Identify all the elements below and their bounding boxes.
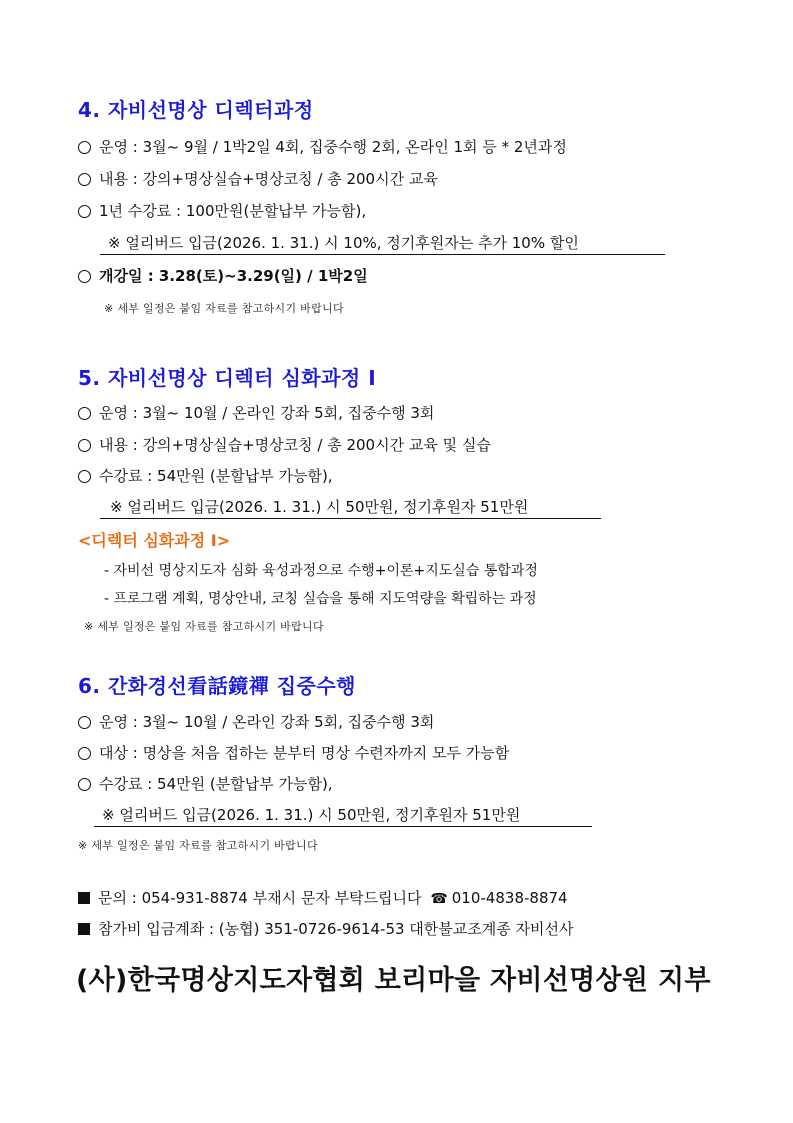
- section-4-line-operation: [78, 136, 567, 157]
- circle-bullet-icon: [78, 747, 91, 760]
- section-5-note: ※ 세부 일정은 붙임 자료를 참고하시기 바랍니다: [84, 620, 324, 633]
- section-6-early-bird: ※ 얼리버드 입금(2026. 1. 31.) 시 50만원, 정기후원자 51만원: [94, 804, 592, 827]
- section-4-line-fee: [78, 200, 366, 221]
- section-6-line-operation: [78, 711, 434, 732]
- circle-bullet-icon: [78, 716, 91, 729]
- circle-bullet-icon: [78, 173, 91, 186]
- section-4-content-text: 내용 : 강의+명상실습+명상코칭 / 총 200시간 교육: [99, 170, 438, 188]
- mobile-number: 010-4838-8874: [451, 889, 568, 907]
- inquiry-text: 문의 : 054-931-8874 부재시 문자 부탁드립니다: [98, 889, 422, 907]
- circle-bullet-icon: [78, 270, 91, 283]
- organization-title: (사)한국명상지도자협회 보리마을 자비선명상원 지부: [76, 965, 711, 996]
- section-6-heading: 6. 간화경선看話鏡禪 집중수행: [78, 674, 356, 698]
- section-4-heading: 4. 자비선명상 디렉터과정: [78, 98, 314, 122]
- section-5-operation-text: 운영 : 3월~ 10월 / 온라인 강좌 5회, 집중수행 3회: [99, 404, 435, 422]
- section-5-line-content: [78, 434, 491, 455]
- section-4-line-start: [78, 265, 368, 286]
- section-5-content-text: 내용 : 강의+명상실습+명상코칭 / 총 200시간 교육 및 실습: [99, 436, 491, 454]
- section-4-line-content: [78, 168, 438, 189]
- section-6-line-fee: [78, 773, 333, 794]
- circle-bullet-icon: [78, 205, 91, 218]
- contact-inquiry-line: [78, 887, 568, 908]
- phone-icon: ☎: [430, 891, 448, 907]
- section-5-detail-1: - 자비선 명상지도자 심화 육성과정으로 수행+이론+지도실습 통합과정: [104, 563, 538, 579]
- section-5-fee-text: 수강료 : 54만원 (분할납부 가능함),: [99, 467, 333, 485]
- square-bullet-icon: [78, 923, 90, 935]
- section-5-subheading: <디렉터 심화과정 Ⅰ>: [78, 531, 231, 550]
- section-5-line-fee: [78, 465, 333, 486]
- section-4-early-bird: ※ 얼리버드 입금(2026. 1. 31.) 시 10%, 정기후원자는 추가 10% 할인: [100, 232, 665, 255]
- circle-bullet-icon: [78, 141, 91, 154]
- section-4-operation-text: 운영 : 3월~ 9월 / 1박2일 4회, 집중수행 2회, 온라인 1회 등 * 2년과정: [99, 138, 567, 156]
- section-4-start-text: 개강일 : 3.28(토)~3.29(일) / 1박2일: [99, 267, 368, 285]
- circle-bullet-icon: [78, 778, 91, 791]
- contact-account-line: [78, 918, 573, 939]
- section-6-note: ※ 세부 일정은 붙임 자료를 참고하시기 바랍니다: [78, 839, 318, 852]
- circle-bullet-icon: [78, 407, 91, 420]
- section-4-fee-text: 1년 수강료 : 100만원(분할납부 가능함),: [99, 202, 367, 220]
- section-6-operation-text: 운영 : 3월~ 10월 / 온라인 강좌 5회, 집중수행 3회: [99, 713, 435, 731]
- section-6-fee-text: 수강료 : 54만원 (분할납부 가능함),: [99, 775, 333, 793]
- section-4-note: ※ 세부 일정은 붙임 자료를 참고하시기 바랍니다: [104, 302, 344, 315]
- section-5-detail-2: - 프로그램 계획, 명상안내, 코칭 실습을 통해 지도역량을 확립하는 과정: [104, 591, 537, 607]
- section-5-heading: 5. 자비선명상 디렉터 심화과정 Ⅰ: [78, 366, 377, 390]
- section-5-line-operation: [78, 402, 434, 423]
- section-6-line-target: [78, 742, 509, 763]
- section-6-target-text: 대상 : 명상을 처음 접하는 분부터 명상 수련자까지 모두 가능함: [99, 744, 510, 762]
- section-5-early-bird: ※ 얼리버드 입금(2026. 1. 31.) 시 50만원, 정기후원자 51만원: [100, 496, 601, 519]
- circle-bullet-icon: [78, 439, 91, 452]
- circle-bullet-icon: [78, 470, 91, 483]
- square-bullet-icon: [78, 892, 90, 904]
- account-text: 참가비 입금계좌 : (농협) 351-0726-9614-53 대한불교조계종 자비선사: [98, 920, 574, 938]
